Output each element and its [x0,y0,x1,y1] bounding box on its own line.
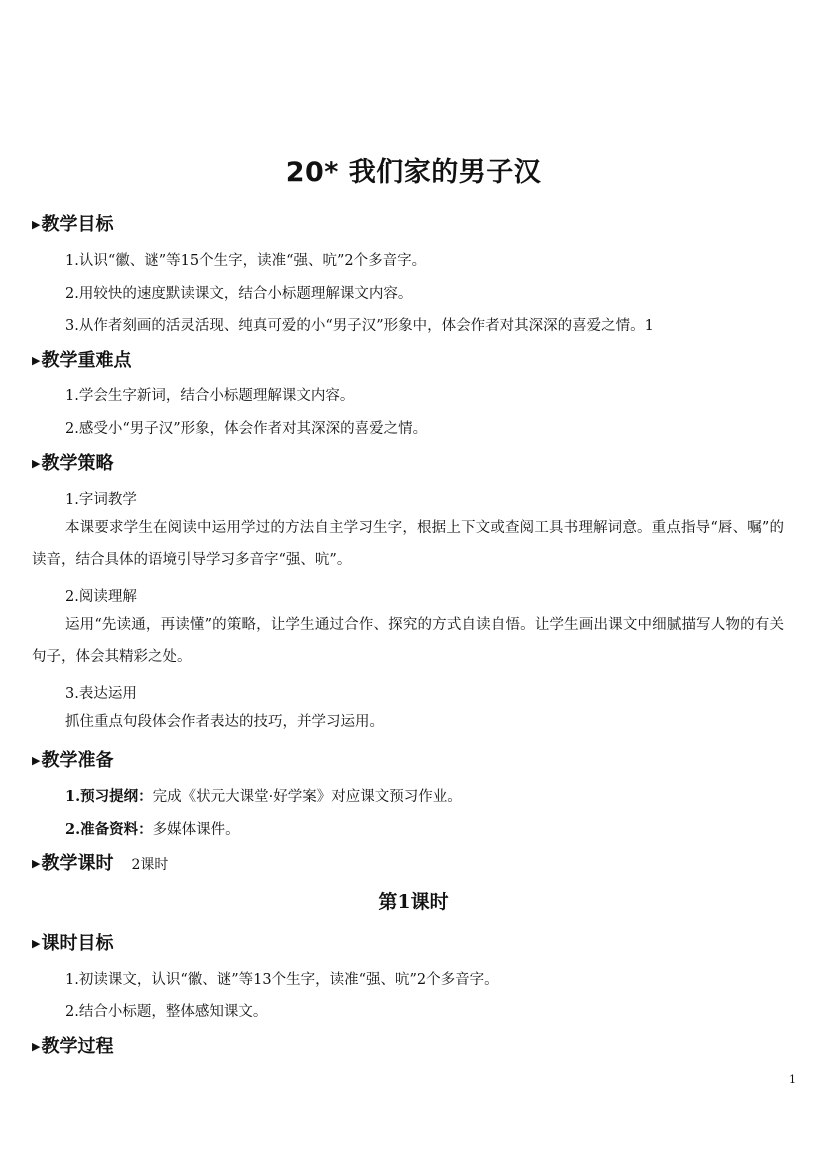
section-heading-lesson-goals: ▶课时目标 [32,933,114,954]
triangle-bullet-icon: ▶ [32,457,41,470]
section-heading-hours: ▶教学课时 2课时 [32,853,169,874]
triangle-bullet-icon: ▶ [32,218,41,231]
key-point-item-2: 2.感受小“男子汉”形象，体会作者对其深深的喜爱之情。 [65,421,428,437]
strategy-item-3-title: 3.表达运用 [65,686,137,702]
strategy-item-3-body: 抓住重点句段体会作者表达的技巧，并学习运用。 [65,714,384,730]
strategy-item-1-body: 本课要求学生在阅读中运用学过的方法自主学习生字，根据上下文或查阅工具书理解词意。重点指导“唇、嘱”的读音，结合具体的语境引导学习多音字“强、吭”。 [32,520,784,568]
strategy-item-2-title: 2.阅读理解 [65,589,137,605]
hours-value: 2课时 [131,857,169,873]
lesson-goal-item-2: 2.结合小标题，整体感知课文。 [65,1004,268,1020]
preparation-item-1-text: 完成《状元大课堂·好学案》对应课文预习作业。 [152,789,462,805]
triangle-bullet-icon: ▶ [32,937,41,950]
page-title: 20* 我们家的男子汉 [285,157,542,188]
preparation-item-2-label: 2.准备资料： [65,821,153,838]
section-heading-process: ▶教学过程 [32,1036,114,1057]
preparation-item-2 [65,818,240,839]
page-number: 1 [789,1073,796,1086]
triangle-bullet-icon: ▶ [32,754,41,767]
goal-item-3: 3.从作者刻画的活灵活现、纯真可爱的小“男子汉”形象中，体会作者对其深深的喜爱之情。1 [65,318,654,334]
section-heading-preparation: ▶教学准备 [32,750,114,771]
preparation-item-1-label: 1.预习提纲： [65,788,153,805]
section-heading-goals: ▶教学目标 [32,214,114,235]
section-heading-strategy: ▶教学策略 [32,453,114,474]
triangle-bullet-icon: ▶ [32,857,41,870]
triangle-bullet-icon: ▶ [32,1040,41,1053]
strategy-item-2-body: 运用“先读通，再读懂”的策略，让学生通过合作、探究的方式自读自悟。让学生画出课文中细腻描写人物的有关句子，体会其精彩之处。 [32,617,784,665]
key-point-item-1: 1.学会生字新词，结合小标题理解课文内容。 [65,388,355,404]
lesson-title: 第1课时 [378,891,449,913]
lesson-goal-item-1: 1.初读课文，认识“徽、谜”等13个生字，读准“强、吭”2个多音字。 [65,972,499,988]
strategy-item-1-title: 1.字词教学 [65,492,137,508]
section-heading-key-points: ▶教学重难点 [32,350,132,371]
goal-item-1: 1.认识“徽、谜”等15个生字，读准“强、吭”2个多音字。 [65,253,427,269]
preparation-item-2-text: 多媒体课件。 [152,822,240,838]
preparation-item-1 [65,785,462,806]
triangle-bullet-icon: ▶ [32,354,41,367]
goal-item-2: 2.用较快的速度默读课文，结合小标题理解课文内容。 [65,286,413,302]
